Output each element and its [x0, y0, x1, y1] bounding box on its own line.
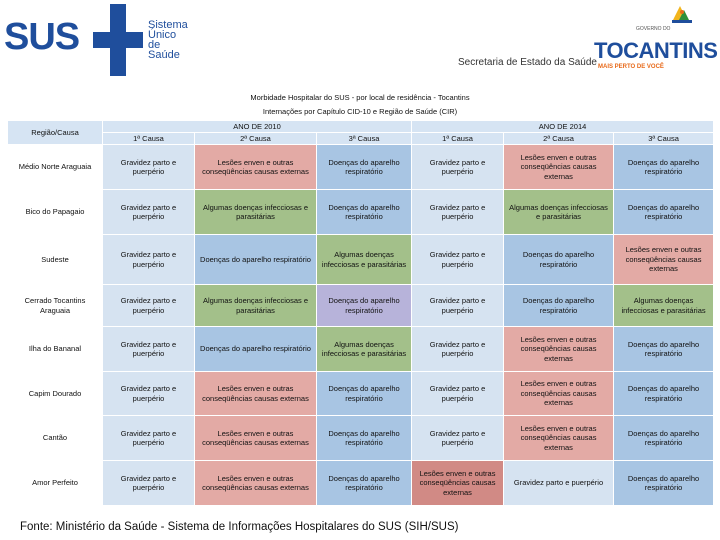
cause-cell: Gravidez parto e puerpério: [103, 416, 195, 461]
morbidity-table: [7, 120, 714, 506]
cause-cell: Doenças do aparelho respiratório: [504, 235, 614, 285]
cause-cell: Gravidez parto e puerpério: [103, 372, 195, 416]
tocantins-name: TOCANTINS: [594, 38, 718, 63]
cause-cell: Doenças do aparelho respiratório: [317, 461, 412, 506]
source-note: Fonte: Ministério da Saúde - Sistema de Informações Hospitalares do SUS (SIH/SUS): [20, 521, 459, 533]
cause-cell: Lesões enven e outras conseqüências causas externas: [504, 416, 614, 461]
table-row: [8, 327, 714, 372]
cause-cell: Gravidez parto e puerpério: [412, 285, 504, 327]
cause-cell: Gravidez parto e puerpério: [103, 145, 195, 190]
cause-cell: Lesões enven e outras conseqüências causas externas: [504, 327, 614, 372]
sus-logo-text: SUS: [4, 16, 80, 58]
cause-cell: Doenças do aparelho respiratório: [614, 461, 714, 506]
region-name: Cerrado Tocantins Araguaia: [8, 285, 103, 327]
cause-cell: Algumas doenças infecciosas e parasitárias: [614, 285, 714, 327]
report-subtitle: Internações por Capítulo CID-10 e Região de Saúde (CIR): [262, 107, 458, 116]
sus-sub-line: de Saúde: [148, 39, 180, 61]
cause-cell: Gravidez parto e puerpério: [103, 327, 195, 372]
cause-cell: Gravidez parto e puerpério: [103, 461, 195, 506]
cause-cell: Gravidez parto e puerpério: [412, 372, 504, 416]
cause-cell: Lesões enven e outras conseqüências causas externas: [195, 372, 317, 416]
region-name: Médio Norte Araguaia: [8, 145, 103, 190]
report-title: Morbidade Hospitalar do SUS - por local de residência - Tocantins: [250, 93, 470, 102]
cause-cell: Doenças do aparelho respiratório: [504, 285, 614, 327]
cause-cell: Doenças do aparelho respiratório: [614, 416, 714, 461]
table-row: [8, 416, 714, 461]
year-header-2014: ANO DE 2014: [412, 121, 714, 133]
sus-logo: [2, 2, 192, 74]
year-header-row: [8, 121, 714, 133]
cause-cell: Gravidez parto e puerpério: [103, 190, 195, 235]
cause-cell: Doenças do aparelho respiratório: [195, 327, 317, 372]
cause-cell: Gravidez parto e puerpério: [103, 235, 195, 285]
cause-cell: Doenças do aparelho respiratório: [614, 372, 714, 416]
cause-header: 2ª Causa: [504, 133, 614, 145]
cause-cell: Algumas doenças infecciosas e parasitárias: [195, 285, 317, 327]
cause-cell: Lesões enven e outras conseqüências causas externas: [504, 145, 614, 190]
cause-cell: Doenças do aparelho respiratório: [614, 190, 714, 235]
cause-cell: Doenças do aparelho respiratório: [614, 327, 714, 372]
cause-cell: Gravidez parto e puerpério: [412, 327, 504, 372]
region-name: Sudeste: [8, 235, 103, 285]
region-name: Ilha do Bananal: [8, 327, 103, 372]
cause-cell: Doenças do aparelho respiratório: [317, 372, 412, 416]
region-name: Bico do Papagaio: [8, 190, 103, 235]
cause-header: 2ª Causa: [195, 133, 317, 145]
cause-header: 3ª Causa: [614, 133, 714, 145]
sus-cross-icon: [93, 4, 143, 76]
table-row: [8, 235, 714, 285]
cause-cell: Algumas doenças infecciosas e parasitárias: [317, 235, 412, 285]
tocantins-tagline: MAIS PERTO DE VOCÊ: [598, 64, 664, 70]
cause-cell: Lesões enven e outras conseqüências causas externas: [195, 416, 317, 461]
cause-header: 1ª Causa: [412, 133, 504, 145]
cause-cell: Lesões enven e outras conseqüências causas externas: [504, 372, 614, 416]
cause-cell: Gravidez parto e puerpério: [412, 145, 504, 190]
sus-logo-subtitle: [148, 19, 192, 61]
sus-sub-line: Único: [148, 29, 177, 41]
cause-cell: Gravidez parto e puerpério: [103, 285, 195, 327]
cause-cell: Lesões enven e outras conseqüências causas externas: [195, 145, 317, 190]
cause-cell: Doenças do aparelho respiratório: [317, 190, 412, 235]
region-name: Amor Perfeito: [8, 461, 103, 506]
corner-header: Região/Causa: [8, 121, 103, 145]
table-row: [8, 145, 714, 190]
cause-cell: Algumas doenças infecciosas e parasitárias: [504, 190, 614, 235]
cause-cell: Doenças do aparelho respiratório: [317, 416, 412, 461]
cause-cell: Gravidez parto e puerpério: [412, 190, 504, 235]
cause-cell: Doenças do aparelho respiratório: [317, 285, 412, 327]
cause-cell: Gravidez parto e puerpério: [412, 235, 504, 285]
cause-header-row: [8, 133, 714, 145]
cause-cell: Lesões enven e outras conseqüências causas externas: [412, 461, 504, 506]
cause-header: 1ª Causa: [103, 133, 195, 145]
table-row: [8, 372, 714, 416]
cause-cell: Algumas doenças infecciosas e parasitárias: [317, 327, 412, 372]
table-row: [8, 190, 714, 235]
secretaria-label: Secretaria de Estado da Saúde: [458, 57, 597, 68]
cause-cell: Doenças do aparelho respiratório: [614, 145, 714, 190]
region-name: Cantão: [8, 416, 103, 461]
cause-cell: Doenças do aparelho respiratório: [317, 145, 412, 190]
region-name: Capim Dourado: [8, 372, 103, 416]
cause-cell: Gravidez parto e puerpério: [504, 461, 614, 506]
cause-cell: Lesões enven e outras conseqüências causas externas: [614, 235, 714, 285]
cause-cell: Doenças do aparelho respiratório: [195, 235, 317, 285]
cause-cell: Algumas doenças infecciosas e parasitárias: [195, 190, 317, 235]
table-row: [8, 461, 714, 506]
cause-cell: Gravidez parto e puerpério: [412, 416, 504, 461]
cause-header: 3ª Causa: [317, 133, 412, 145]
cause-cell: Lesões enven e outras conseqüências causas externas: [195, 461, 317, 506]
sus-sub-line: Sistema: [148, 19, 188, 31]
table-row: [8, 285, 714, 327]
year-header-2010: ANO DE 2010: [103, 121, 412, 133]
tocantins-governo-label: GOVERNO DO: [636, 26, 671, 32]
